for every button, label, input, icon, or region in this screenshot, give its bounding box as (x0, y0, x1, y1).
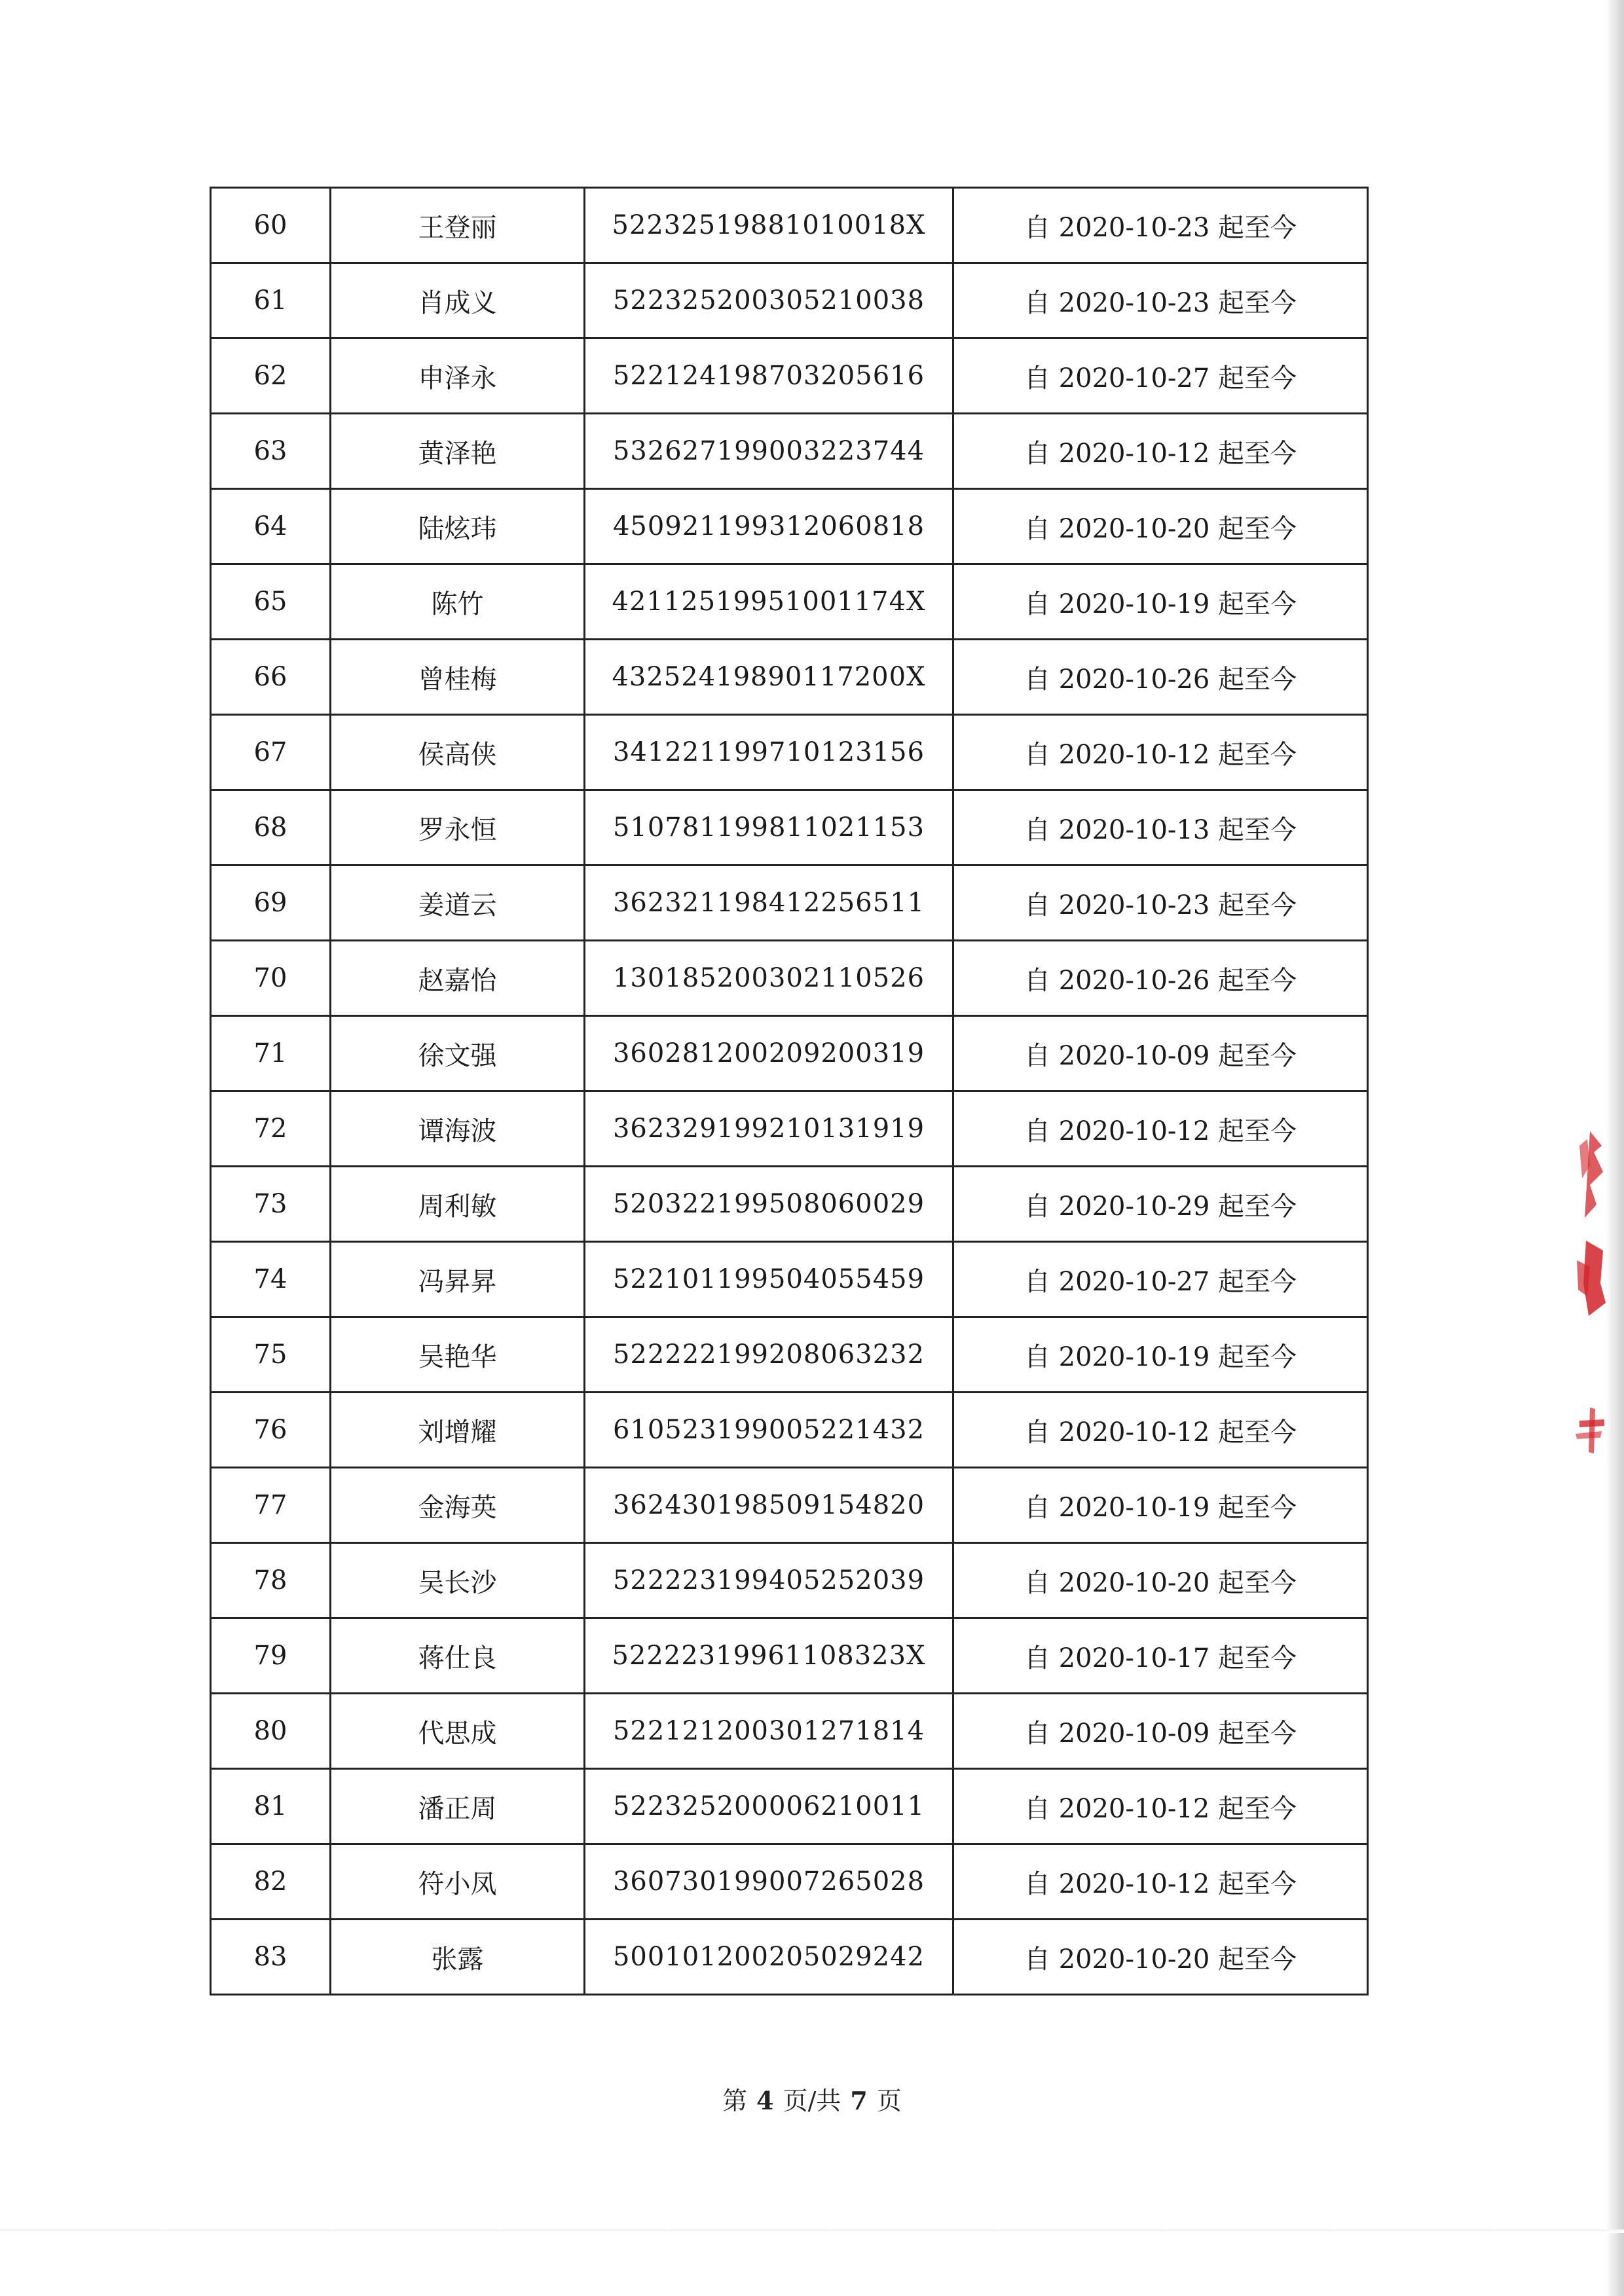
table-row (211, 941, 1368, 1016)
table-row (211, 1769, 1368, 1844)
table-row (211, 263, 1368, 338)
table-row (211, 564, 1368, 640)
name-cell: 金海英 (331, 1468, 585, 1543)
id-number-cell: 362430198509154820 (585, 1468, 953, 1543)
row-number-cell: 64 (211, 489, 331, 564)
name-cell: 姜道云 (331, 866, 585, 941)
scan-right-edge (1606, 0, 1624, 2296)
footer-total-pages: 7 (850, 2086, 868, 2115)
row-number-cell: 83 (211, 1920, 331, 1995)
period-cell: 自 2020-10-19 起至今 (953, 1468, 1368, 1543)
table-row (211, 640, 1368, 715)
table-row (211, 489, 1368, 564)
id-number-cell: 341221199710123156 (585, 715, 953, 790)
row-number-cell: 61 (211, 263, 331, 338)
period-cell: 自 2020-10-27 起至今 (953, 1242, 1368, 1317)
id-number-cell: 500101200205029242 (585, 1920, 953, 1995)
period-cell: 自 2020-10-17 起至今 (953, 1618, 1368, 1694)
row-number-cell: 68 (211, 790, 331, 866)
period-cell: 自 2020-10-20 起至今 (953, 1543, 1368, 1618)
period-cell: 自 2020-10-26 起至今 (953, 941, 1368, 1016)
period-cell: 自 2020-10-20 起至今 (953, 1920, 1368, 1995)
period-cell: 自 2020-10-26 起至今 (953, 640, 1368, 715)
name-cell: 潘正周 (331, 1769, 585, 1844)
id-number-cell: 522222199208063232 (585, 1317, 953, 1393)
table-row (211, 1167, 1368, 1242)
period-cell: 自 2020-10-12 起至今 (953, 1844, 1368, 1920)
table-row (211, 1618, 1368, 1694)
name-cell: 侯高侠 (331, 715, 585, 790)
id-number-cell: 450921199312060818 (585, 489, 953, 564)
row-number-cell: 82 (211, 1844, 331, 1920)
name-cell: 符小凤 (331, 1844, 585, 1920)
table-row (211, 866, 1368, 941)
period-cell: 自 2020-10-19 起至今 (953, 1317, 1368, 1393)
id-number-cell: 52232519881010018X (585, 188, 953, 263)
name-cell: 代思成 (331, 1694, 585, 1769)
row-number-cell: 65 (211, 564, 331, 640)
id-number-cell: 130185200302110526 (585, 941, 953, 1016)
period-cell: 自 2020-10-12 起至今 (953, 715, 1368, 790)
scan-bottom-shadow (0, 2229, 1624, 2233)
id-number-cell: 522325200305210038 (585, 263, 953, 338)
period-cell: 自 2020-10-09 起至今 (953, 1694, 1368, 1769)
row-number-cell: 79 (211, 1618, 331, 1694)
id-number-cell: 522223199405252039 (585, 1543, 953, 1618)
footer-prefix: 第 (722, 2086, 748, 2115)
row-number-cell: 73 (211, 1167, 331, 1242)
name-cell: 刘增耀 (331, 1393, 585, 1468)
period-cell: 自 2020-10-23 起至今 (953, 188, 1368, 263)
name-cell: 曾桂梅 (331, 640, 585, 715)
id-number-cell: 360281200209200319 (585, 1016, 953, 1091)
name-cell: 蒋仕良 (331, 1618, 585, 1694)
footer-page-number: 4 (756, 2086, 774, 2115)
table-row (211, 1242, 1368, 1317)
id-number-cell: 42112519951001174X (585, 564, 953, 640)
roster-table-body (211, 188, 1368, 1995)
period-cell: 自 2020-10-12 起至今 (953, 1091, 1368, 1167)
table-row (211, 1844, 1368, 1920)
period-cell: 自 2020-10-23 起至今 (953, 866, 1368, 941)
table-row (211, 790, 1368, 866)
table-row (211, 188, 1368, 263)
name-cell: 申泽永 (331, 338, 585, 414)
table-row (211, 1317, 1368, 1393)
name-cell: 罗永恒 (331, 790, 585, 866)
name-cell: 肖成义 (331, 263, 585, 338)
period-cell: 自 2020-10-12 起至今 (953, 1769, 1368, 1844)
table-row (211, 715, 1368, 790)
id-number-cell: 522101199504055459 (585, 1242, 953, 1317)
row-number-cell: 70 (211, 941, 331, 1016)
name-cell: 黄泽艳 (331, 414, 585, 489)
row-number-cell: 81 (211, 1769, 331, 1844)
name-cell: 陆炫玮 (331, 489, 585, 564)
row-number-cell: 76 (211, 1393, 331, 1468)
table-row (211, 1468, 1368, 1543)
id-number-cell: 43252419890117200X (585, 640, 953, 715)
footer-middle: 页/共 (783, 2086, 841, 2115)
row-number-cell: 62 (211, 338, 331, 414)
period-cell: 自 2020-10-12 起至今 (953, 414, 1368, 489)
table-row (211, 1543, 1368, 1618)
row-number-cell: 71 (211, 1016, 331, 1091)
id-number-cell: 362329199210131919 (585, 1091, 953, 1167)
name-cell: 冯昇昇 (331, 1242, 585, 1317)
table-row (211, 1920, 1368, 1995)
period-cell: 自 2020-10-27 起至今 (953, 338, 1368, 414)
id-number-cell: 360730199007265028 (585, 1844, 953, 1920)
row-number-cell: 72 (211, 1091, 331, 1167)
name-cell: 周利敏 (331, 1167, 585, 1242)
row-number-cell: 67 (211, 715, 331, 790)
name-cell: 王登丽 (331, 188, 585, 263)
id-number-cell: 522124198703205616 (585, 338, 953, 414)
name-cell: 陈竹 (331, 564, 585, 640)
table-row (211, 1393, 1368, 1468)
period-cell: 自 2020-10-13 起至今 (953, 790, 1368, 866)
row-number-cell: 77 (211, 1468, 331, 1543)
period-cell: 自 2020-10-12 起至今 (953, 1393, 1368, 1468)
row-number-cell: 60 (211, 188, 331, 263)
id-number-cell: 532627199003223744 (585, 414, 953, 489)
table-row (211, 1091, 1368, 1167)
id-number-cell: 362321198412256511 (585, 866, 953, 941)
period-cell: 自 2020-10-23 起至今 (953, 263, 1368, 338)
table-row (211, 1016, 1368, 1091)
period-cell: 自 2020-10-29 起至今 (953, 1167, 1368, 1242)
row-number-cell: 69 (211, 866, 331, 941)
id-number-cell: 520322199508060029 (585, 1167, 953, 1242)
id-number-cell: 522121200301271814 (585, 1694, 953, 1769)
name-cell: 吴长沙 (331, 1543, 585, 1618)
name-cell: 吴艳华 (331, 1317, 585, 1393)
footer-suffix: 页 (876, 2086, 902, 2115)
row-number-cell: 74 (211, 1242, 331, 1317)
seal-stamp-fragment (1570, 1126, 1608, 1480)
row-number-cell: 78 (211, 1543, 331, 1618)
row-number-cell: 80 (211, 1694, 331, 1769)
period-cell: 自 2020-10-19 起至今 (953, 564, 1368, 640)
id-number-cell: 510781199811021153 (585, 790, 953, 866)
name-cell: 徐文强 (331, 1016, 585, 1091)
table-row (211, 338, 1368, 414)
period-cell: 自 2020-10-20 起至今 (953, 489, 1368, 564)
id-number-cell: 610523199005221432 (585, 1393, 953, 1468)
roster-table (210, 187, 1369, 1995)
name-cell: 张露 (331, 1920, 585, 1995)
row-number-cell: 63 (211, 414, 331, 489)
table-row (211, 414, 1368, 489)
table-row (211, 1694, 1368, 1769)
row-number-cell: 75 (211, 1317, 331, 1393)
name-cell: 谭海波 (331, 1091, 585, 1167)
id-number-cell: 522325200006210011 (585, 1769, 953, 1844)
period-cell: 自 2020-10-09 起至今 (953, 1016, 1368, 1091)
page-footer (0, 2081, 1624, 2117)
name-cell: 赵嘉怡 (331, 941, 585, 1016)
row-number-cell: 66 (211, 640, 331, 715)
id-number-cell: 52222319961108323X (585, 1618, 953, 1694)
